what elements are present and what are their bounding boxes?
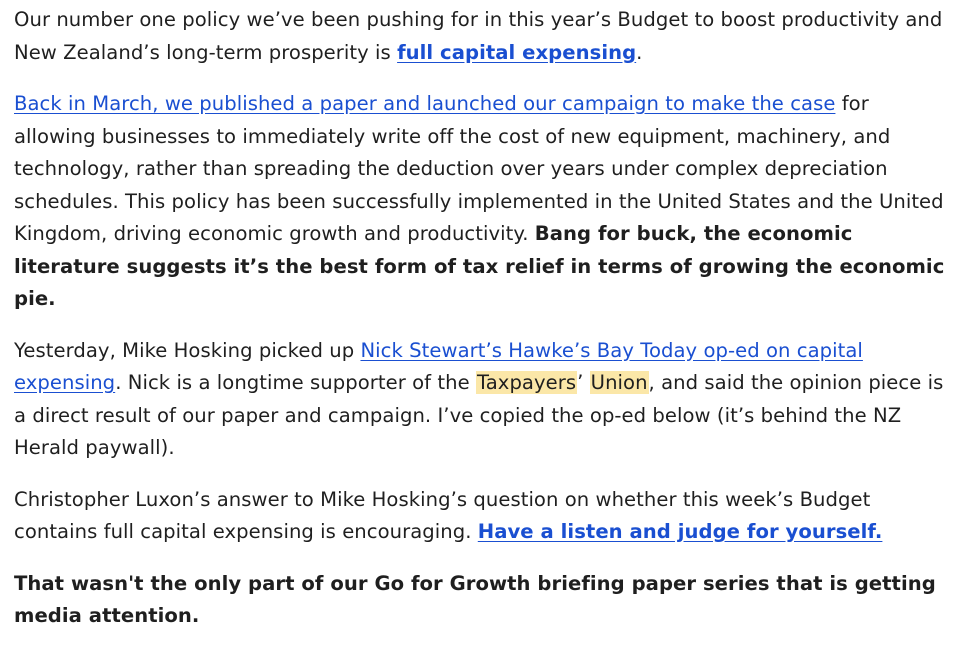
- hosking-mid-text: . Nick is a longtime supporter of the: [115, 371, 476, 394]
- highlight-taxpayers: Taxpayers: [476, 371, 577, 394]
- campaign-text: for allowing businesses to immediately write off the cost of new equipment, machinery, and technology, rather than spreading the deduction over years under complex depreciation schedules. This policy has been successfully implemented in the United States and the United Kingdom, driving economic growth and productivity.: [14, 92, 944, 245]
- paragraph-luxon: [14, 484, 946, 549]
- media-attention-bold-text: That wasn't the only part of our Go for Growth briefing paper series that is getting media attention.: [14, 571, 936, 627]
- listen-link[interactable]: Have a listen and judge for yourself.: [477, 520, 883, 543]
- intro-text: Our number one policy we’ve been pushing for in this year’s Budget to boost productivity and New Zealand’s long-term prosperity is: [14, 8, 943, 64]
- apostrophe-text: ’: [577, 371, 590, 394]
- hosking-intro-text: Yesterday, Mike Hosking picked up: [14, 338, 361, 362]
- campaign-paper-link[interactable]: Back in March, we published a paper and launched our campaign to make the case: [14, 92, 836, 115]
- full-capital-expensing-link[interactable]: full capital expensing: [397, 40, 637, 64]
- paragraph-campaign: [14, 88, 946, 316]
- paragraph-hosking: [14, 335, 946, 465]
- paragraph-media-attention: [14, 568, 946, 633]
- paragraph-intro: [14, 4, 946, 69]
- op-ed-link[interactable]: Nick Stewart’s Hawke’s Bay Today op-ed on capital expensing: [14, 338, 863, 394]
- intro-period: .: [636, 40, 643, 64]
- luxon-text: Christopher Luxon’s answer to Mike Hosking’s question on whether this week’s Budget contains full capital expensing is encouraging.: [14, 487, 871, 543]
- hosking-end-text: , and said the opinion piece is a direct result of our paper and campaign. I’ve copied the op-ed below (it’s behind the NZ Herald paywall).: [14, 371, 944, 459]
- campaign-bold-text: Bang for buck, the economic literature suggests it’s the best form of tax relief in terms of growing the economic pie.: [14, 222, 945, 310]
- highlight-union: Union: [590, 371, 648, 394]
